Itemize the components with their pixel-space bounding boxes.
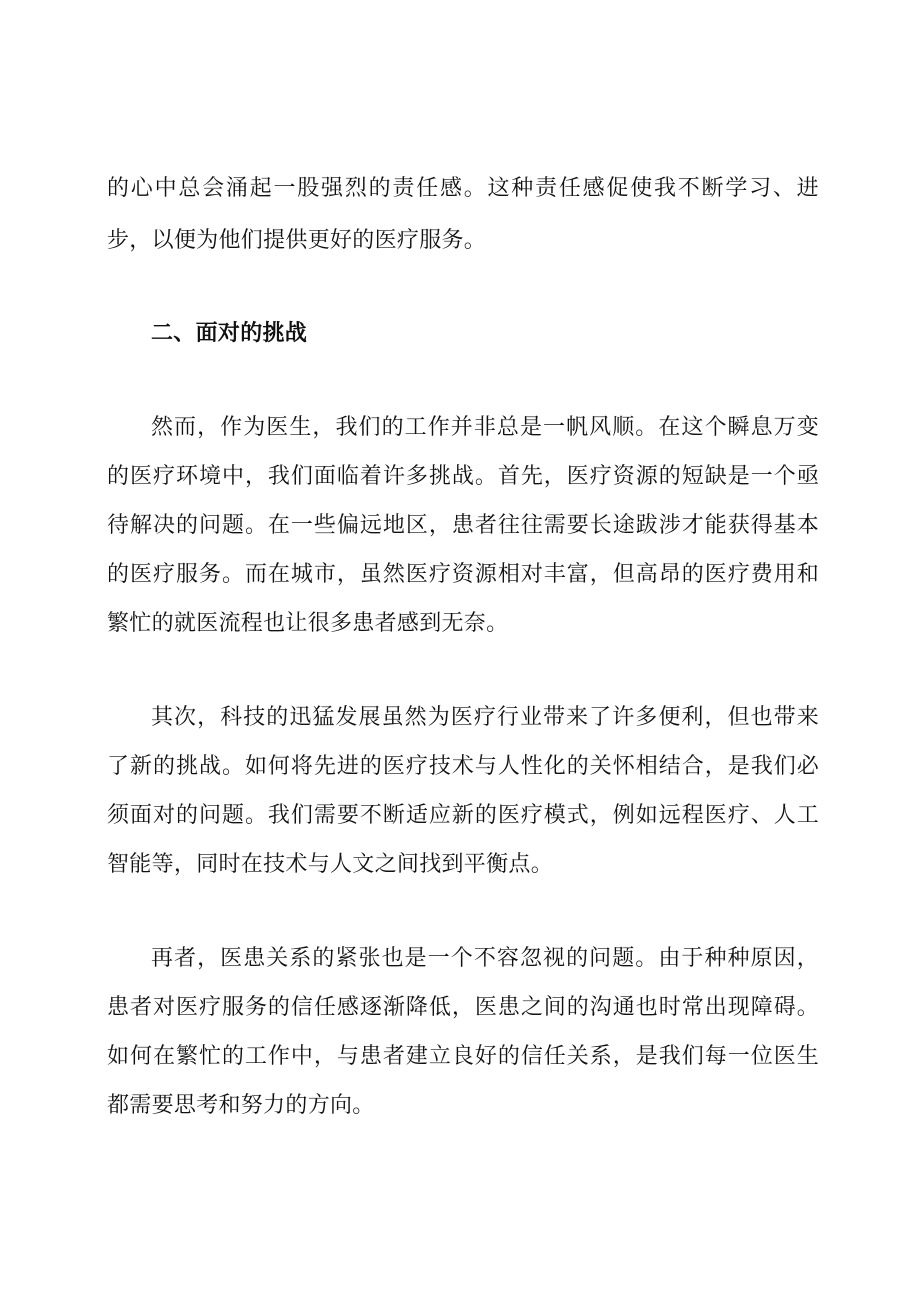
intro-line-1: 的心中总会涌起一股强烈的责任感。这种责任感促使我不断学习、进 [107, 176, 819, 201]
paragraph-2-line-3: 须面对的问题。我们需要不断适应新的医疗模式，例如远程医疗、人工 [107, 803, 819, 828]
paragraph-3-line-1: 再者，医患关系的紧张也是一个不容忽视的问题。由于种种原因， [151, 946, 819, 971]
paragraph-2-line-4: 智能等，同时在技术与人文之间找到平衡点。 [107, 852, 554, 877]
paragraph-1-line-3: 待解决的问题。在一些偏远地区，患者往往需要长途跋涉才能获得基本 [107, 513, 819, 538]
paragraph-3-line-3: 如何在繁忙的工作中，与患者建立良好的信任关系，是我们每一位医生 [107, 1044, 819, 1069]
paragraph-2-line-2: 了新的挑战。如何将先进的医疗技术与人性化的关怀相结合，是我们必 [107, 754, 819, 779]
paragraph-1-line-2: 的医疗环境中，我们面临着许多挑战。首先，医疗资源的短缺是一个亟 [107, 464, 819, 489]
paragraph-2-line-1: 其次，科技的迅猛发展虽然为医疗行业带来了许多便利，但也带来 [151, 705, 819, 730]
section-heading: 二、面对的挑战 [151, 321, 308, 346]
paragraph-1-line-4: 的医疗服务。而在城市，虽然医疗资源相对丰富，但高昂的医疗费用和 [107, 562, 819, 587]
paragraph-3-line-2: 患者对医疗服务的信任感逐渐降低，医患之间的沟通也时常出现障碍。 [107, 995, 819, 1020]
paragraph-1-line-1: 然而，作为医生，我们的工作并非总是一帆风顺。在这个瞬息万变 [151, 415, 819, 440]
paragraph-3-line-4: 都需要思考和努力的方向。 [107, 1093, 375, 1118]
intro-line-2: 步，以便为他们提供更好的医疗服务。 [107, 228, 487, 253]
paragraph-1-line-5: 繁忙的就医流程也让很多患者感到无奈。 [107, 611, 509, 636]
